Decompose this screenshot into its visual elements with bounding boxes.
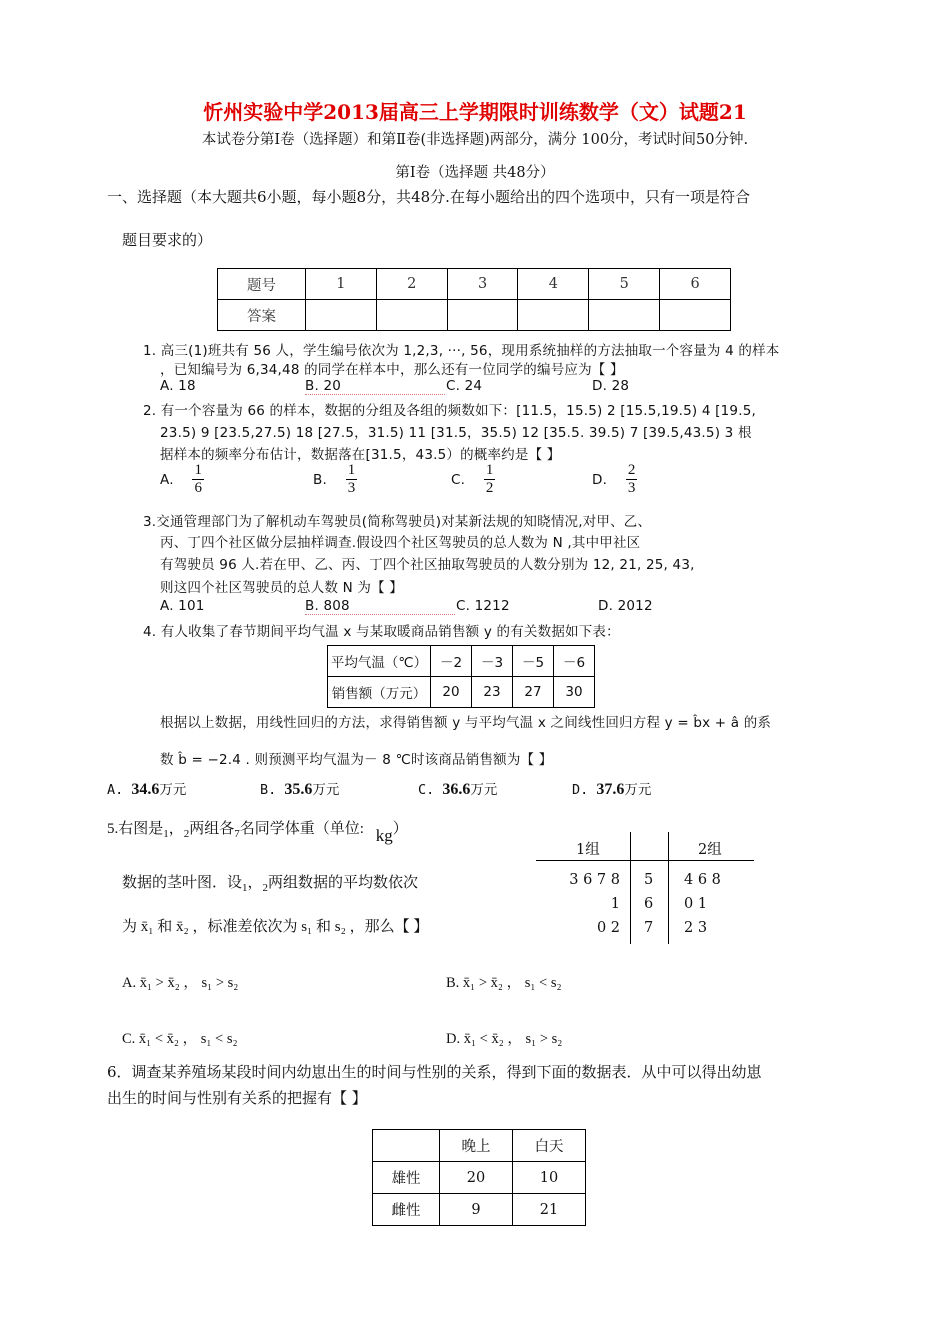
- q5-line2: 数据的茎叶图．设$_1$，$_2$两组数据的平均数依次: [122, 875, 419, 894]
- stem-header-left: 1组: [576, 842, 600, 858]
- q4-option-b: [260, 778, 339, 799]
- q5-option-d: D. x̄₁ < x̄₂ ， s₁ > s₂: [446, 1031, 563, 1047]
- table-cell: 平均气温（℃）: [328, 646, 431, 677]
- table-cell: 20: [431, 677, 472, 708]
- denominator: 2: [485, 480, 494, 497]
- q4-line1: 4. 有人收集了春节期间平均气温 x 与某取暖商品销售额 y 的有关数据如下表：: [143, 624, 620, 640]
- q5-option-c: C. x̄₁ < x̄₂ ， s₁ < s₂: [122, 1031, 238, 1047]
- leaf-left: 1: [610, 896, 620, 912]
- temperature-sales-table: [327, 645, 595, 708]
- table-cell: 销售额（万元）: [328, 677, 431, 708]
- option-label: B.: [313, 471, 327, 488]
- leaf-left: 0 2: [596, 920, 620, 936]
- table-cell: 20: [440, 1162, 513, 1194]
- leaf-right: 4 6 8: [684, 872, 721, 888]
- table-row: [373, 1130, 586, 1162]
- table-cell: 白天: [513, 1130, 586, 1162]
- q5-text: 两组数据的平均数依次: [268, 875, 419, 891]
- q3-option-a: A. 101: [160, 598, 205, 614]
- table-cell: 9: [440, 1194, 513, 1226]
- option-unit: 万元: [312, 782, 340, 797]
- table-row: [218, 300, 731, 331]
- q3-option-d: D. 2012: [598, 598, 653, 614]
- q3-line1: 3.交通管理部门为了解机动车驾驶员(简称驾驶员)对某新法规的知晓情况,对甲、乙、: [143, 514, 652, 530]
- q2-line1: 2. 有一个容量为 66 的样本，数据的分组及各组的频数如下：[11.5，15.5) 2 [15.5,19.5) 4 [19.5,: [143, 403, 756, 419]
- q5-text: 两组各: [189, 821, 235, 837]
- q2-line3: 据样本的频率分布估计，数据落在[31.5，43.5）的概率约是【 】: [160, 447, 561, 463]
- q5-line1: 5.右图是$_1$，$_2$两组各$_7$名同学体重（单位: kg）: [107, 821, 408, 845]
- table-cell: 21: [513, 1194, 586, 1226]
- stem-value: 7: [644, 920, 654, 936]
- plot-divider: [668, 832, 669, 944]
- answer-blank[interactable]: [660, 300, 731, 331]
- table-cell: 3: [447, 269, 518, 300]
- answer-blank[interactable]: [306, 300, 377, 331]
- group-number: 1: [163, 828, 169, 840]
- table-row: [373, 1162, 586, 1194]
- table-cell: －2: [431, 646, 472, 677]
- table-cell: [373, 1130, 440, 1162]
- option-unit: 万元: [159, 782, 187, 797]
- answer-blank[interactable]: [589, 300, 660, 331]
- table-cell: 27: [513, 677, 554, 708]
- denominator: 6: [194, 480, 202, 497]
- option-unit: 万元: [624, 782, 652, 797]
- group-number: 1: [242, 882, 248, 894]
- q2-line2: 23.5) 9 [23.5,27.5) 18 [27.5，31.5) 11 [31.5，35.5) 12 [35.5. 39.5) 7 [39.5,43.5) 3 根: [160, 425, 752, 441]
- q3-option-c: C. 1212: [456, 598, 510, 614]
- table-cell: 雄性: [373, 1162, 440, 1194]
- q5-option-b: B. x̄₁ > x̄₂ ， s₁ < s₂: [446, 975, 562, 991]
- answer-blank[interactable]: [376, 300, 447, 331]
- q1-option-c: C. 24: [446, 378, 483, 394]
- option-label: C.: [418, 782, 435, 798]
- option-label: A.: [160, 471, 174, 488]
- q5-text: 5.右图是: [107, 821, 164, 837]
- q5-text: 数据的茎叶图．设: [122, 875, 243, 891]
- q3-option-b: B. 808: [305, 598, 455, 615]
- q1-line1: 1. 高三(1)班共有 56 人，学生编号依次为 1,2,3, ···, 56，现用系统抽样的方法抽取一个容量为 4 的样本: [143, 343, 780, 359]
- q1-option-d: D. 28: [592, 378, 630, 394]
- q4-line3: 数 b̂ = −2.4 . 则预测平均气温为－ 8 ℃时该商品销售额为【 】: [160, 752, 553, 768]
- table-row: [328, 646, 595, 677]
- q6-line1: 6．调查某养殖场某段时间内幼崽出生的时间与性别的关系，得到下面的数据表．从中可以得出幼崽: [107, 1063, 762, 1081]
- q2-option-c: [451, 462, 495, 498]
- q3-line4: 则这四个社区驾驶员的总人数 N 为【 】: [160, 580, 403, 596]
- table-cell: 2: [376, 269, 447, 300]
- group-number: 2: [183, 828, 190, 840]
- option-value: 37.6: [596, 781, 625, 798]
- denominator: 3: [347, 480, 356, 497]
- table-cell: －3: [472, 646, 513, 677]
- table-cell: 4: [518, 269, 589, 300]
- numerator: 1: [346, 462, 358, 480]
- q4-line2: 根据以上数据，用线性回归的方法，求得销售额 y 与平均气温 x 之间线性回归方程 y = b̂x + â 的系: [160, 715, 772, 731]
- q1-option-a: A. 18: [160, 378, 196, 394]
- numerator: 2: [626, 462, 638, 480]
- q2-option-a: [160, 462, 204, 498]
- table-cell: －6: [554, 646, 595, 677]
- page-title: 忻州实验中学2013届高三上学期限时训练数学（文）试题21: [203, 100, 747, 124]
- table-cell: 6: [660, 269, 731, 300]
- table-row: [328, 677, 595, 708]
- numerator: 1: [192, 462, 204, 480]
- option-label: D.: [572, 782, 589, 798]
- q4-option-c: [418, 778, 497, 799]
- table-cell: 雌性: [373, 1194, 440, 1226]
- leaf-left: 3 6 7 8: [569, 872, 620, 888]
- stem-value: 5: [644, 872, 654, 888]
- table-cell: －5: [513, 646, 554, 677]
- numerator: 1: [484, 462, 496, 480]
- table-cell: 题号: [218, 269, 306, 300]
- q1-line2: ，已知编号为 6,34,48 的同学在样本中，那么还有一位同学的编号应为【 】: [160, 362, 624, 378]
- table-row: [218, 269, 731, 300]
- option-label: A.: [107, 782, 124, 798]
- option-value: 35.6: [284, 781, 313, 798]
- stem-value: 6: [644, 896, 654, 912]
- table-cell: 晚上: [440, 1130, 513, 1162]
- section-heading-cont: 题目要求的）: [122, 231, 213, 249]
- q2-option-d: [592, 462, 637, 498]
- option-value: 36.6: [442, 781, 471, 798]
- q5-option-a: A. x̄₁ > x̄₂ ， s₁ > s₂: [122, 975, 239, 991]
- exam-intro: 本试卷分第Ⅰ卷（选择题）和第Ⅱ卷(非选择题)两部分，满分 100分，考试时间50分钟.: [201, 132, 749, 148]
- plot-divider: [630, 832, 631, 944]
- answer-blank[interactable]: [447, 300, 518, 331]
- denominator: 3: [627, 480, 636, 497]
- q4-option-a: [107, 778, 186, 799]
- q4-option-d: [572, 778, 651, 799]
- q2-option-b: [313, 462, 357, 498]
- stem-header-right: 2组: [698, 842, 722, 858]
- answer-table: [217, 268, 731, 331]
- table-cell: 23: [472, 677, 513, 708]
- option-label: C.: [451, 471, 466, 488]
- stem-leaf-plot: [536, 832, 754, 944]
- q5-line3: 为 x̄₁ 和 x̄₂ ，标准差依次为 s₁ 和 s₂ ，那么【 】: [122, 919, 429, 935]
- plot-divider: [536, 860, 754, 861]
- group-number: 2: [262, 882, 269, 894]
- answer-blank[interactable]: [518, 300, 589, 331]
- leaf-right: 0 1: [684, 896, 708, 912]
- leaf-right: 2 3: [684, 920, 708, 936]
- q5-text: 名同学体重（单位:: [239, 821, 364, 837]
- group-size: 7: [234, 828, 240, 840]
- table-cell: 1: [306, 269, 377, 300]
- q6-line2: 出生的时间与性别有关系的把握有【 】: [107, 1089, 367, 1107]
- option-label: D.: [592, 471, 608, 488]
- table-cell: 答案: [218, 300, 306, 331]
- option-label: B.: [260, 782, 277, 798]
- table-cell: 5: [589, 269, 660, 300]
- q3-line2: 丙、丁四个社区做分层抽样调查.假设四个社区驾驶员的总人数为 N ,其中甲社区: [160, 535, 641, 551]
- q1-option-b: B. 20: [305, 378, 445, 395]
- q3-line3: 有驾驶员 96 人.若在甲、乙、丙、丁四个社区抽取驾驶员的人数分别为 12, 21, 25, 43,: [160, 557, 695, 573]
- part-heading: 第Ⅰ卷（选择题 共48分）: [395, 165, 555, 181]
- table-cell: 30: [554, 677, 595, 708]
- option-value: 34.6: [131, 781, 160, 798]
- birth-time-gender-table: [372, 1129, 586, 1226]
- section-heading: 一、选择题（本大题共6小题，每小题8分，共48分.在每小题给出的四个选项中，只有一项是符合: [107, 188, 750, 206]
- table-cell: 10: [513, 1162, 586, 1194]
- q5-text: ）: [392, 821, 408, 837]
- table-row: [373, 1194, 586, 1226]
- option-unit: 万元: [470, 782, 498, 797]
- unit-kg: kg: [375, 826, 393, 845]
